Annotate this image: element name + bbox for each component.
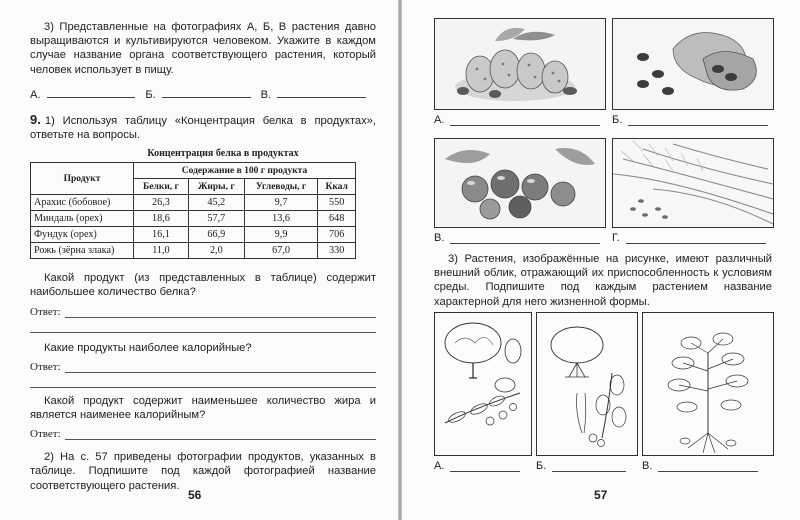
label-letter: В.	[642, 460, 653, 472]
answer-line-a[interactable]	[47, 87, 136, 98]
cell-value: 9,7	[244, 195, 318, 211]
cell-value: 13,6	[244, 211, 318, 227]
answer-line-v[interactable]	[277, 87, 366, 98]
q9-text: 1) Используя таблицу «Концентрация белка в продуктах», ответьте на вопросы.	[30, 114, 376, 142]
photo-peanuts	[612, 18, 774, 110]
answer-line-extra[interactable]	[30, 373, 376, 388]
cell-value: 67,0	[244, 243, 318, 259]
label-letter: А.	[434, 460, 445, 472]
answer-line[interactable]	[450, 461, 520, 472]
q9-paragraph	[30, 113, 376, 142]
answer-fat	[30, 428, 376, 440]
cell-product: Миндаль (орех)	[31, 211, 134, 227]
drawing-label-a	[434, 460, 530, 472]
answer-line[interactable]	[65, 429, 376, 440]
photo-rye	[612, 138, 774, 228]
cell-value: 57,7	[188, 211, 244, 227]
answer-calories	[30, 361, 376, 373]
head-col-carbs: Углеводы, г	[244, 179, 318, 195]
answer-line-extra[interactable]	[30, 318, 376, 333]
answer-label: Ответ:	[30, 428, 61, 441]
answer-line[interactable]	[626, 233, 766, 244]
cell-product: Рожь (зёрна злака)	[31, 243, 134, 259]
head-col-kcal: Ккал	[318, 179, 356, 195]
q2-text: 2) На с. 57 приведены фотографии продуктов, указанных в таблице. Подпишите под каждой фотографией название соответствующего растения.	[30, 451, 376, 492]
cell-product: Фундук (орех)	[31, 227, 134, 243]
answer-label: Ответ:	[30, 360, 61, 373]
head-col-fat: Жиры, г	[188, 179, 244, 195]
cell-value: 26,3	[134, 195, 189, 211]
head-product: Продукт	[31, 163, 134, 195]
answer-line[interactable]	[450, 115, 600, 126]
q3-right-text: 3) Растения, изображённые на рисунке, имеют различный внешний облик, отражающий их приспособленность к условиям среды. Подпишите под каждым растением название характерной для него жизненной формы.	[434, 253, 772, 308]
page-number: 56	[188, 488, 202, 502]
answer-line[interactable]	[628, 115, 768, 126]
cell-value: 706	[318, 227, 356, 243]
cell-value: 2,0	[188, 243, 244, 259]
page-57	[402, 0, 800, 520]
answer-label-b: Б.	[145, 88, 156, 101]
table-caption: Концентрация белка в продуктах	[147, 148, 299, 160]
cell-product: Арахис (бобовое)	[31, 195, 134, 211]
question-protein: Какой продукт (из представленных в таблице) содержит наибольшее количество белка?	[30, 272, 376, 299]
answer-line[interactable]	[65, 307, 376, 318]
head-group: Содержание в 100 г продукта	[134, 163, 356, 179]
drawing-herb	[642, 312, 774, 456]
drawing-label-b	[536, 460, 636, 472]
cell-value: 9,9	[244, 227, 318, 243]
label-letter: В.	[434, 232, 445, 244]
answer-line[interactable]	[450, 233, 600, 244]
answer-line[interactable]	[65, 362, 376, 373]
label-letter: Г.	[612, 232, 620, 244]
label-letter: Б.	[536, 460, 547, 472]
photo-label-b	[612, 114, 772, 126]
cell-value: 648	[318, 211, 356, 227]
protein-table	[30, 162, 356, 259]
cell-value: 18,6	[134, 211, 189, 227]
drawing-label-v	[642, 460, 772, 472]
drawing-tree	[434, 312, 532, 456]
answer-label-v: В.	[260, 88, 272, 101]
answer-line-b[interactable]	[162, 87, 251, 98]
table-row	[31, 243, 356, 259]
table-row	[31, 227, 356, 243]
cell-value: 550	[318, 195, 356, 211]
photo-label-a	[434, 114, 604, 126]
answer-label-a: А.	[30, 88, 41, 101]
cell-value: 16,1	[134, 227, 189, 243]
answer-label: Ответ:	[30, 305, 61, 318]
cell-value: 45,2	[188, 195, 244, 211]
page-number: 57	[594, 488, 608, 502]
cell-value: 330	[318, 243, 356, 259]
photo-almonds	[434, 18, 606, 110]
photo-label-v	[434, 232, 604, 244]
answer-line[interactable]	[552, 461, 626, 472]
label-letter: А.	[434, 114, 445, 126]
question-calories: Какие продукты наиболее калорийные?	[44, 341, 252, 354]
page-56	[0, 0, 398, 520]
cell-value: 11,0	[134, 243, 189, 259]
answer-protein	[30, 306, 376, 318]
drawing-shrub	[536, 312, 638, 456]
label-letter: Б.	[612, 114, 623, 126]
q3-text: 3) Представленные на фотографиях А, Б, В растения давно выращиваются и культивируются человеком. Укажите в каждом случае название органа соответствующего растения, который человек использует в пищу.	[30, 21, 376, 76]
q9-number: 9.	[30, 111, 41, 127]
cell-value: 66,9	[188, 227, 244, 243]
question-fat: Какой продукт содержит наименьшее количество жира и является наименее калорийным?	[30, 394, 376, 422]
photo-label-g	[612, 232, 772, 244]
head-col-protein: Белки, г	[134, 179, 189, 195]
table-row	[31, 211, 356, 227]
photo-hazelnuts	[434, 138, 606, 228]
answer-line[interactable]	[658, 461, 758, 472]
table-row	[31, 195, 356, 211]
answer-row-abv	[30, 87, 376, 101]
